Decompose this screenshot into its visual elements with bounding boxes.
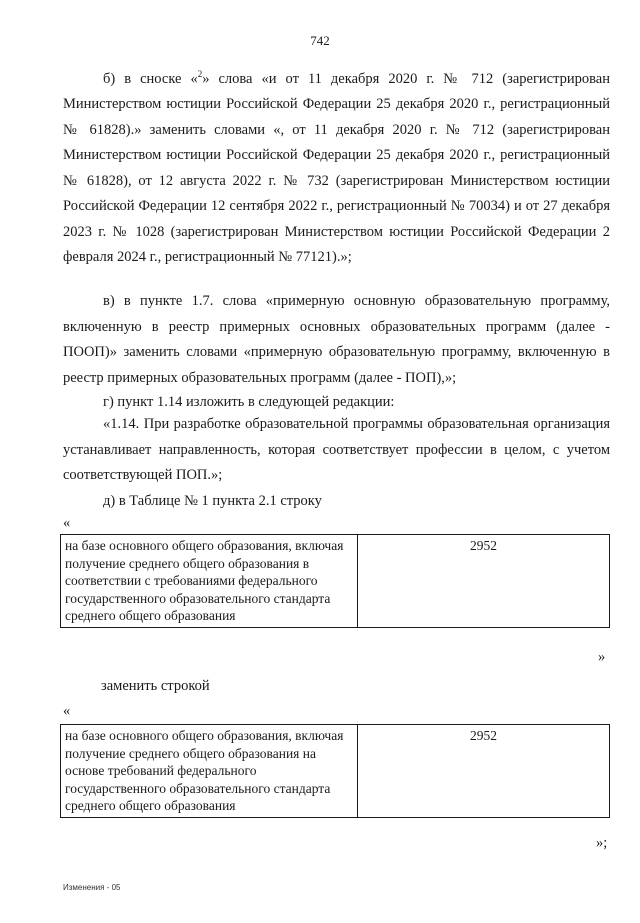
closing-quote-old: » [598,649,606,665]
replace-with-label: заменить строкой [101,678,210,694]
paragraph-g: г) пункт 1.14 изложить в следующей редакции: [103,394,395,410]
footer-note: Изменения - 05 [63,883,121,892]
paragraph-1-14: «1.14. При разработке образовательной программы образовательная организация устанавливает направленность, которая соответствует профессии в целом, с учетом соответствующей ПОП.»; [63,416,610,483]
old-row-hours: 2952 [358,535,610,628]
paragraph-b-text: » слова «и от 11 декабря 2020 г. № 712 (зарегистрирован Министерством юстиции Российской Федерации 25 декабря 2020 г., регистрационный № 61828).» заменить словами «, от 11 декабря 2020 г. № 712 (зарегистрирован Министерством юстиции Российской Федерации 25 декабря 2020 г., регистрационный № 61828), от 12 августа 2022 г. № 732 (зарегистрирован Министерством юстиции Российской Федерации 12 сентября 2022 г., регистрационный № 70034) и от 27 декабря 2023 г. № 1028 (зарегистрирован Министерством юстиции Российской Федерации 2 февраля 2024 г., регистрационный № 77121).»; [63,70,610,266]
table-row-old [60,534,610,628]
opening-quote-new: « [63,703,71,719]
old-row-description: на базе основного общего образования, включая получение среднего общего образования в соответствии с требованиями федерального государственного образовательного стандарта среднего общего образования [61,535,358,628]
table-row [61,535,610,628]
new-row-description: на базе основного общего образования, включая получение среднего общего образования на основе требований федерального государственного образовательного стандарта среднего общего образования [61,725,358,818]
table-row [61,725,610,818]
footnote-ref: 2 [197,69,203,79]
paragraph-v: в) в пункте 1.7. слова «примерную основную образовательную программу, включенную в реестр примерных основных образовательных программ (далее - ПООП)» заменить словами «примерную образовательную программу, включенную в реестр примерных образовательных программ (далее - ПОП),»; [63,293,610,386]
table-row-new [60,724,610,818]
opening-quote-old: « [63,515,71,531]
paragraph-b-text-start: б) в сноске « [103,70,198,87]
page-number: 742 [310,33,330,48]
paragraph-d: д) в Таблице № 1 пункта 2.1 строку [103,493,322,509]
paragraph-b [63,62,610,271]
new-row-hours: 2952 [358,725,610,818]
closing-quote-new: »; [596,835,608,851]
